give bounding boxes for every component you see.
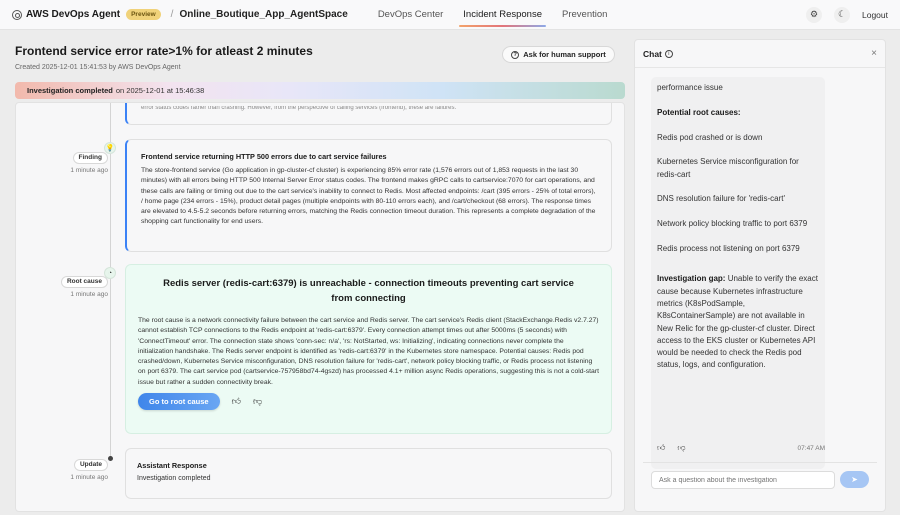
thumbs-down-icon[interactable]: 👎︎ xyxy=(253,396,263,407)
incident-title: Frontend service error rate>1% for atleast 2 minutes xyxy=(15,44,313,58)
chat-cause-item: Redis process not listening on port 6379 xyxy=(657,244,800,254)
nav-actions xyxy=(806,7,888,23)
top-nav xyxy=(0,0,900,30)
chat-divider xyxy=(643,462,877,463)
root-cause-label xyxy=(61,270,108,298)
chat-message-time: 07:47 AM xyxy=(797,444,825,452)
breadcrumb-separator: / xyxy=(170,9,174,20)
brand-name: AWS DevOps Agent xyxy=(26,9,121,20)
chat-gap-label: Investigation gap: xyxy=(657,274,726,284)
chat-cause-item: Kubernetes Service misconfiguration for redis-cart xyxy=(657,157,799,179)
chat-gap xyxy=(657,273,819,371)
chat-cause-item: Network policy blocking traffic to port 6379 xyxy=(657,219,808,229)
help-chat-icon: ? xyxy=(511,51,519,59)
info-icon[interactable]: i xyxy=(665,50,673,58)
root-cause-card xyxy=(125,264,612,434)
update-label xyxy=(70,453,108,481)
timeline-card-previous xyxy=(125,102,612,125)
go-to-root-cause-button[interactable]: Go to root cause xyxy=(138,393,220,410)
update-time: 1 minute ago xyxy=(70,474,108,481)
previous-card-text: error status codes rather than crashing. However, from the perspective of calling services (frontend), these are failures. xyxy=(141,106,457,111)
chat-message[interactable] xyxy=(651,77,825,469)
preview-badge: Preview xyxy=(126,9,161,20)
update-body: Investigation completed xyxy=(137,475,211,482)
tab-prevention[interactable]: Prevention xyxy=(562,9,608,20)
finding-label xyxy=(70,146,108,174)
lightbulb-icon: 💡 xyxy=(104,142,116,154)
update-title: Assistant Response xyxy=(137,461,207,470)
chat-header xyxy=(635,40,885,68)
chat-intro: performance issue xyxy=(657,83,723,92)
status-label: Investigation completed xyxy=(27,86,113,95)
tab-devops-center[interactable]: DevOps Center xyxy=(377,9,444,20)
thumbs-up-icon[interactable]: 👍︎ xyxy=(231,396,241,407)
update-card xyxy=(125,448,612,499)
logout-link[interactable]: Logout xyxy=(862,9,888,20)
chat-input[interactable] xyxy=(651,471,835,489)
chat-cause-item: Redis pod crashed or is down xyxy=(657,132,763,142)
finding-title: Frontend service returning HTTP 500 errors due to cart service failures xyxy=(141,152,387,161)
tab-incident-response[interactable]: Incident Response xyxy=(455,0,550,30)
chat-gap-text: Unable to verify the exact cause because Kubernetes infrastructure metrics (K8sPodSample, K8sContainerSample) are not available in New Relic for the gp-cluster-cf cluster. Direct access to the EKS cluster or Kubernetes API would be needed to check the Redis pod status, logs, and configuration. xyxy=(657,274,818,370)
chat-thumbs-up-icon[interactable]: 👍︎ xyxy=(657,443,666,452)
finding-card xyxy=(125,139,612,252)
send-icon[interactable]: ➤ xyxy=(840,471,869,488)
dark-mode-toggle-icon[interactable]: ☾ xyxy=(834,7,850,23)
nav-tabs xyxy=(370,0,620,30)
timeline-line xyxy=(110,103,111,461)
finding-time: 1 minute ago xyxy=(70,167,108,174)
root-cause-time: 1 minute ago xyxy=(70,291,108,298)
root-cause-body: The root cause is a network connectivity failure between the cart service and Redis server. The cart service's Redis client (StackExchange.Redis v2.7.27) cannot establish TCP connections to the Redis endpoint at 'redis-cart:6379'. Every connection attempt times out after 5000ms (5 seconds) with 'ConnectTimeout' error. The connection state shows 'conn-sec: n/a', 'rs: NotStarted, ws: Initializing', indicating connections never complete the initialization handshake. The Redis server endpoint is identified as 'redis-cart:6379' in the Kubernetes store namespace. Potential causes: Redis pod crashed/down, Kubernetes Service misconfiguration, DNS resolution failure for 'redis-cart', network policy blocking traffic, or Redis process not listening on port 6379. The cart service pod (cartservice-757958bd74-4gszd) has processed 4.1+ million async Redis operations, suggesting this is not a cold-start issue but rather a sudden connectivity break. xyxy=(138,317,599,386)
settings-icon[interactable]: ⚙ xyxy=(806,7,822,23)
ask-human-support-label: Ask for human support xyxy=(523,50,606,59)
root-cause-title: Redis server (redis-cart:6379) is unreachable - connection timeouts preventing cart service from connecting xyxy=(163,278,574,304)
status-timestamp: on 2025-12-01 at 15:46:38 xyxy=(115,86,205,95)
chat-thumbs-down-icon[interactable]: 👎︎ xyxy=(677,443,686,452)
chat-message-meta xyxy=(657,443,825,453)
finding-badge: Finding xyxy=(73,152,108,164)
root-cause-badge: Root cause xyxy=(61,276,108,288)
chat-title: Chat xyxy=(643,48,662,59)
incident-created-meta: Created 2025-12-01 15:41:53 by AWS DevOps Agent xyxy=(15,64,181,71)
chat-cause-item: DNS resolution failure for 'redis-cart' xyxy=(657,194,785,204)
chat-causes-heading: Potential root causes: xyxy=(657,107,741,117)
investigation-status-banner xyxy=(15,82,625,99)
close-icon[interactable]: × xyxy=(871,48,877,59)
ask-human-support-button[interactable] xyxy=(502,46,615,63)
update-dot-icon xyxy=(108,456,113,461)
update-badge: Update xyxy=(74,459,108,471)
root-cause-actions xyxy=(138,393,599,410)
aws-devops-logo-icon xyxy=(12,10,22,20)
finding-body: The store-frontend service (Go application in gp-cluster-cf cluster) is experiencing 85% error rate (1,576 errors out of 1,853 requests in the last 30 minutes) with all errors being HTTP 500 Internal Server Error status codes. The frontend makes gRPC calls to cartservice:7070 for cart operations, and these calls are failing or timing out due to the cart service's inability to connect to Redis. Most affected endpoints: /cart (395 errors - 25% of total errors), / home page (234 errors - 15%), product detail pages (multiple endpoints with 80-110 errors each), and /cart/checkout (68 errors). The response times are elevated to 4.5-5.2 seconds before returning errors, matching the Redis connection timeout duration. This represents a complete degradation of the shopping cart functionality for end users. xyxy=(141,167,596,226)
breadcrumb-agent-space[interactable]: Online_Boutique_App_AgentSpace xyxy=(179,9,348,20)
investigation-timeline[interactable] xyxy=(15,102,625,512)
chat-panel xyxy=(634,39,886,512)
root-cause-icon: ◔ xyxy=(104,267,116,279)
brand[interactable] xyxy=(12,9,161,20)
